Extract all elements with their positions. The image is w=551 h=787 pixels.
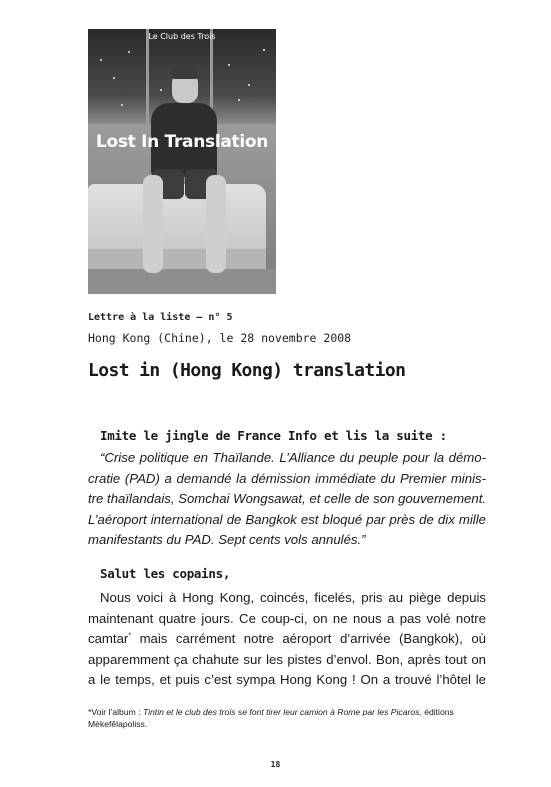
footnote-suffix: éditions (421, 707, 454, 717)
city-light (228, 64, 230, 66)
footnote-line2: Mèkefêlapoliss. (88, 719, 148, 729)
city-light (121, 104, 123, 106)
body-line: apparemment ça chahute sur les pistes d’envol. Bon, après tout on (88, 651, 486, 667)
person-leg (143, 175, 163, 273)
quote-paragraph (88, 448, 486, 551)
body-line: Nous voici à Hong Kong, coincés, ficelés, pris au piège depuis (100, 590, 486, 605)
city-light (248, 84, 250, 86)
page-title: Lost in (Hong Kong) translation (88, 360, 406, 381)
city-light (128, 51, 130, 53)
quote-line: manifestants du PAD. Sept cents vols annulés.” (88, 532, 366, 547)
quote-line: tre thaïlandais, Somchai Wongsawat, et celle de son gouvernement. (88, 491, 487, 506)
city-light (263, 49, 265, 51)
section-heading: Imite le jingle de France Info et lis la suite : (100, 428, 447, 443)
city-light (238, 99, 240, 101)
bed-base (88, 249, 266, 269)
person-leg (206, 175, 226, 273)
place-date: Hong Kong (Chine), le 28 novembre 2008 (88, 331, 352, 345)
window-frame (146, 29, 149, 124)
club-label: Le Club des Trois (148, 32, 216, 41)
footnote-italic: Tintin et le club des trois se font tirer leur camion à Rome par les Picaros, (142, 707, 422, 717)
footnote-mark: * (128, 632, 132, 640)
footnote (88, 706, 488, 730)
camtar-word: camtar (88, 631, 129, 646)
person-hair (172, 67, 198, 79)
quote-line: L’aéroport international de Bangkok est bloqué par près de dix mille (88, 511, 486, 527)
cover-photo (88, 29, 276, 294)
letter-series: Lettre à la liste – n° 5 (88, 312, 233, 323)
city-light (160, 89, 162, 91)
quote-line: “Crise politique en Thaïlande. L’Alliance du peuple pour la démo- (100, 450, 486, 465)
city-light (100, 59, 102, 61)
footnote-prefix: *Voir l’album : (88, 707, 143, 717)
floor (88, 269, 276, 294)
body-line: maintenant quatre jours. Ce coup-ci, on ne nous a pas volé notre (88, 610, 486, 626)
body-line: a le temps, et puis c’est sympa Hong Kong ! On a trouvé l’hôtel le (88, 672, 486, 687)
city-light (113, 77, 115, 79)
body-line-rest: mais carrément notre aéroport d’arrivée (Bangkok), où (139, 631, 486, 646)
page-number: 18 (270, 760, 281, 769)
body-paragraph (88, 588, 486, 691)
quote-line: cratie (PAD) a demandé la démission immédiate du Premier minis- (88, 470, 486, 486)
body-line (88, 629, 486, 650)
film-title: Lost In Translation (95, 132, 269, 152)
section-heading: Salut les copains, (100, 566, 231, 581)
